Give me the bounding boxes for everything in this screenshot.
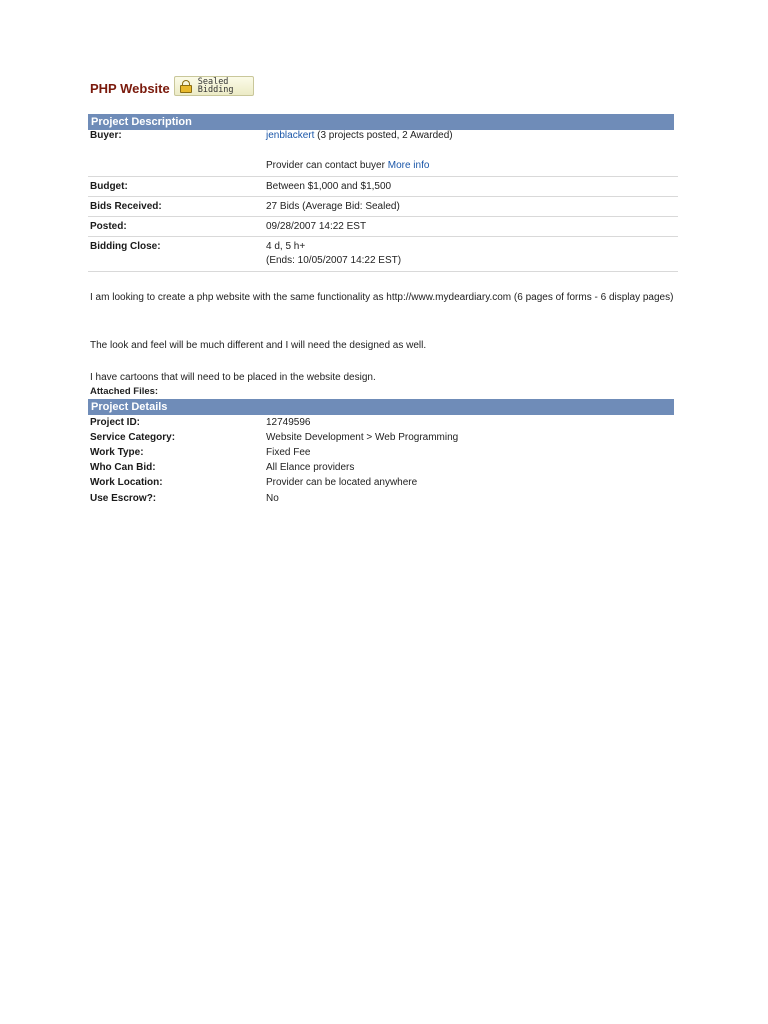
bids-label: Bids Received: bbox=[90, 201, 162, 212]
sealed-bidding-badge bbox=[174, 76, 254, 96]
bids-value: 27 Bids (Average Bid: Sealed) bbox=[266, 201, 400, 212]
more-info-link[interactable]: More info bbox=[387, 160, 430, 171]
divider bbox=[88, 271, 678, 272]
badge-text bbox=[198, 78, 234, 94]
bidding-close-value bbox=[266, 240, 401, 268]
project-details-header: Project Details bbox=[88, 399, 674, 415]
detail-label: Who Can Bid: bbox=[90, 462, 156, 473]
posted-value: 09/28/2007 14:22 EST bbox=[266, 221, 367, 232]
end-date: (Ends: 10/05/2007 14:22 EST) bbox=[266, 255, 402, 266]
buyer-name-link[interactable]: jenblackert bbox=[266, 130, 315, 141]
posted-label: Posted: bbox=[90, 221, 127, 232]
divider bbox=[88, 236, 678, 237]
detail-value: All Elance providers bbox=[266, 462, 355, 473]
time-left: 4 d, 5 h+ bbox=[266, 241, 306, 252]
detail-label: Use Escrow?: bbox=[90, 493, 157, 504]
badge-line-2: Bidding bbox=[197, 85, 234, 95]
budget-label: Budget: bbox=[90, 181, 128, 192]
budget-value: Between $1,000 and $1,500 bbox=[266, 181, 392, 192]
detail-label: Work Type: bbox=[90, 447, 144, 458]
lock-icon bbox=[180, 80, 192, 92]
detail-label: Project ID: bbox=[90, 417, 141, 428]
divider bbox=[88, 216, 678, 217]
detail-value: 12749596 bbox=[266, 417, 311, 428]
badge-line-1: Sealed bbox=[197, 77, 229, 87]
project-description-header: Project Description bbox=[88, 114, 674, 130]
buyer-value bbox=[266, 129, 453, 143]
divider bbox=[88, 196, 678, 197]
contact-text: Provider can contact buyer bbox=[266, 160, 388, 171]
detail-value: Provider can be located anywhere bbox=[266, 477, 418, 488]
detail-value: No bbox=[266, 493, 279, 504]
detail-label: Work Location: bbox=[90, 477, 163, 488]
project-title: PHP Website bbox=[90, 81, 170, 96]
description-paragraph-1: I am looking to create a php website with the same functionality as http://www.mydeardiary.com (6 pages of forms - 6 display pages) bbox=[90, 292, 674, 303]
attached-files-label: Attached Files: bbox=[90, 386, 159, 397]
description-paragraph-2: The look and feel will be much different and I will need the designed as well. bbox=[90, 340, 427, 351]
bidding-close-label: Bidding Close: bbox=[90, 241, 161, 252]
detail-label: Service Category: bbox=[90, 432, 176, 443]
buyer-stats: (3 projects posted, 2 Awarded) bbox=[314, 130, 453, 141]
detail-value: Fixed Fee bbox=[266, 447, 311, 458]
buyer-label: Buyer: bbox=[90, 130, 122, 141]
description-paragraph-3: I have cartoons that will need to be placed in the website design. bbox=[90, 372, 376, 383]
title-row bbox=[88, 73, 254, 97]
contact-value bbox=[266, 159, 429, 173]
detail-value: Website Development > Web Programming bbox=[266, 432, 459, 443]
divider bbox=[88, 176, 678, 177]
